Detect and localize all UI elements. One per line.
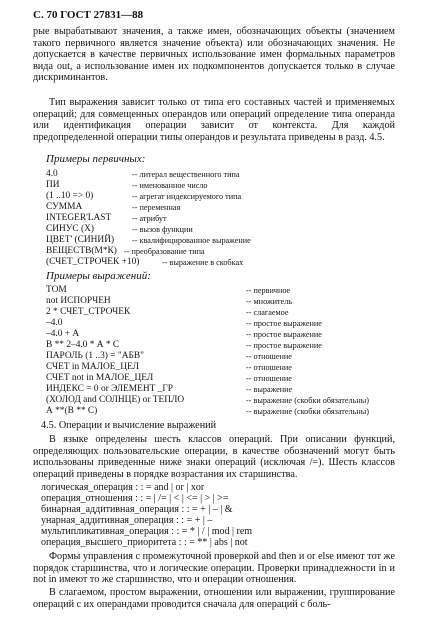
expression-comment: -- выражение (скобки обязательны)	[246, 407, 369, 416]
expression-example	[46, 318, 396, 329]
expression-code: (ХОЛОД and СОЛНЦЕ) or ТЕПЛО	[46, 395, 185, 405]
expression-example	[46, 340, 396, 351]
expression-example	[46, 373, 396, 384]
primary-code: ЦВЕТ' (СИНИЙ)	[46, 235, 115, 245]
primaries-heading: Примеры первичных:	[46, 153, 146, 165]
paragraph-expression-type: Тип выражения зависит только от типа его составных частей и применяемых операций; для совмещенных операндов или операций определение типа операнда или идентификация операции зависит от контекста. Для каждой предопределенной операции типы операндов и результата приведены в разд. 4.5.	[33, 97, 395, 143]
primary-example	[46, 235, 386, 246]
page-header: С. 70 ГОСТ 27831—88	[33, 9, 144, 21]
grammar-rule-highest-priority: операция_высшего_приоритета : : = ** | abs | not	[41, 537, 248, 548]
expression-comment: -- множитель	[246, 297, 293, 306]
expression-example	[46, 406, 396, 417]
primary-example	[46, 213, 386, 224]
expressions-heading: Примеры выражений:	[46, 270, 151, 282]
grammar-rule-binary-additive: бинарная_аддитивная_операция : : = + | – | &	[41, 504, 233, 515]
primary-comment: -- переменная	[132, 203, 181, 212]
primary-code: (СЧЕТ_СТРОЧЕК +10)	[46, 257, 140, 267]
expression-example	[46, 395, 396, 406]
expression-code: 2 * СЧЕТ_СТРОЧЕК	[46, 307, 131, 317]
expression-comment: -- простое выражение	[246, 330, 322, 339]
expression-code: СЧЕТ in МАЛОЕ_ЦЕЛ	[46, 362, 139, 372]
expression-example	[46, 351, 396, 362]
expression-code: А **(В ** С)	[46, 406, 98, 416]
primary-code: СИНУС (X)	[46, 224, 95, 234]
expression-code: –4.0	[46, 318, 63, 328]
primary-example	[46, 191, 386, 202]
expression-comment: -- отношение	[246, 352, 292, 361]
paragraph-control-forms: Формы управления с промежуточной проверкой and then и or else имеют тот же порядок старшинства, что и логические операции. Проверки принадлежности in и not in имеют то же старшинство, что и операции отношения.	[33, 551, 395, 585]
primary-code: (1 ..10 => 0)	[46, 191, 94, 201]
primary-example	[46, 257, 386, 268]
primary-code: ПИ	[46, 180, 60, 190]
expression-code: ПАРОЛЬ (1 ..3) = "АБВ"	[46, 351, 144, 361]
expression-code: –4.0 + А	[46, 329, 80, 339]
paragraph-grouping: В слагаемом, простом выражении, отношении или выражении, группирование операций с их операндами проводится сначала для операций с боль-	[33, 587, 395, 610]
expression-example	[46, 285, 396, 296]
primary-code: СУММА	[46, 202, 83, 212]
expression-code: В ** 2–4.0 * А * С	[46, 340, 120, 350]
primary-example	[46, 246, 386, 257]
expression-example	[46, 362, 396, 373]
expression-example	[46, 384, 396, 395]
primary-example	[46, 180, 386, 191]
primary-comment: -- квалифицированное выражение	[132, 236, 251, 245]
grammar-rule-logical: логическая_операция : : = and | or | xor	[41, 482, 205, 493]
primary-code: INTEGER'LAST	[46, 213, 112, 223]
primary-comment: -- преобразование типа	[124, 247, 205, 256]
expression-code: СЧЕТ not in МАЛОЕ_ЦЕЛ	[46, 373, 154, 383]
paragraph-operation-classes: В языке определены шесть классов операций. При описании функций, определяющих пользовательские операции, в качестве обозначений могут быть использованы приведенные ниже знаки операций (исключая /=). Шесть классов операций приведены в порядке возрастания их старшинства.	[33, 434, 395, 480]
primary-comment: -- выражение в скобках	[162, 258, 244, 267]
primary-comment: -- именованное число	[132, 181, 208, 190]
expression-comment: -- простое выражение	[246, 319, 322, 328]
primary-comment: -- вызов функции	[132, 225, 193, 234]
primary-example	[46, 169, 386, 180]
primary-comment: -- атрибут	[132, 214, 167, 223]
expression-example	[46, 296, 396, 307]
primary-code: 4.0	[46, 169, 58, 179]
grammar-rule-multiplicative: мультипликативная_операция : : = * | / | mod | rem	[41, 526, 253, 537]
grammar-rule-relational: операция_отношения : : = | /= | < | <= | > | >=	[41, 493, 229, 504]
primary-code: ВЕЩЕСТВ(М*К)	[46, 246, 117, 256]
expression-code: ТОМ	[46, 285, 67, 295]
expression-comment: -- выражение	[246, 385, 293, 394]
paragraph-continuation: рые вырабатывают значения, а также имен, обозначающих объекты (значением такого первичного является значение объекта) или обозначающих значения. Не допускается в качестве первичных использование имен формальных параметров вида out, а использование имен их подкомпонентов допускается только в случае дискриминантов.	[33, 26, 395, 83]
expression-code: ИНДЕКС = 0 or ЭЛЕМЕНТ _ГР	[46, 384, 174, 394]
expression-comment: -- простое выражение	[246, 341, 322, 350]
expression-comment: -- первичное	[246, 286, 291, 295]
expression-comment: -- выражение (скобки обязательны)	[246, 396, 369, 405]
primary-example	[46, 202, 386, 213]
grammar-rule-unary-additive: унарная_аддитивная_операция : : = + | –	[41, 515, 213, 526]
expression-comment: -- отношение	[246, 363, 292, 372]
expression-comment: -- отношение	[246, 374, 292, 383]
primary-example	[46, 224, 386, 235]
expression-code: not ИСПОРЧЕН	[46, 296, 111, 306]
expression-example	[46, 307, 396, 318]
expression-comment: -- слагаемое	[246, 308, 289, 317]
primary-comment: -- литерал вещественного типа	[132, 170, 240, 179]
section-title: 4.5. Операции и вычисление выражений	[41, 420, 217, 431]
primary-comment: -- агрегат индексируемого типа	[132, 192, 242, 201]
expression-example	[46, 329, 396, 340]
